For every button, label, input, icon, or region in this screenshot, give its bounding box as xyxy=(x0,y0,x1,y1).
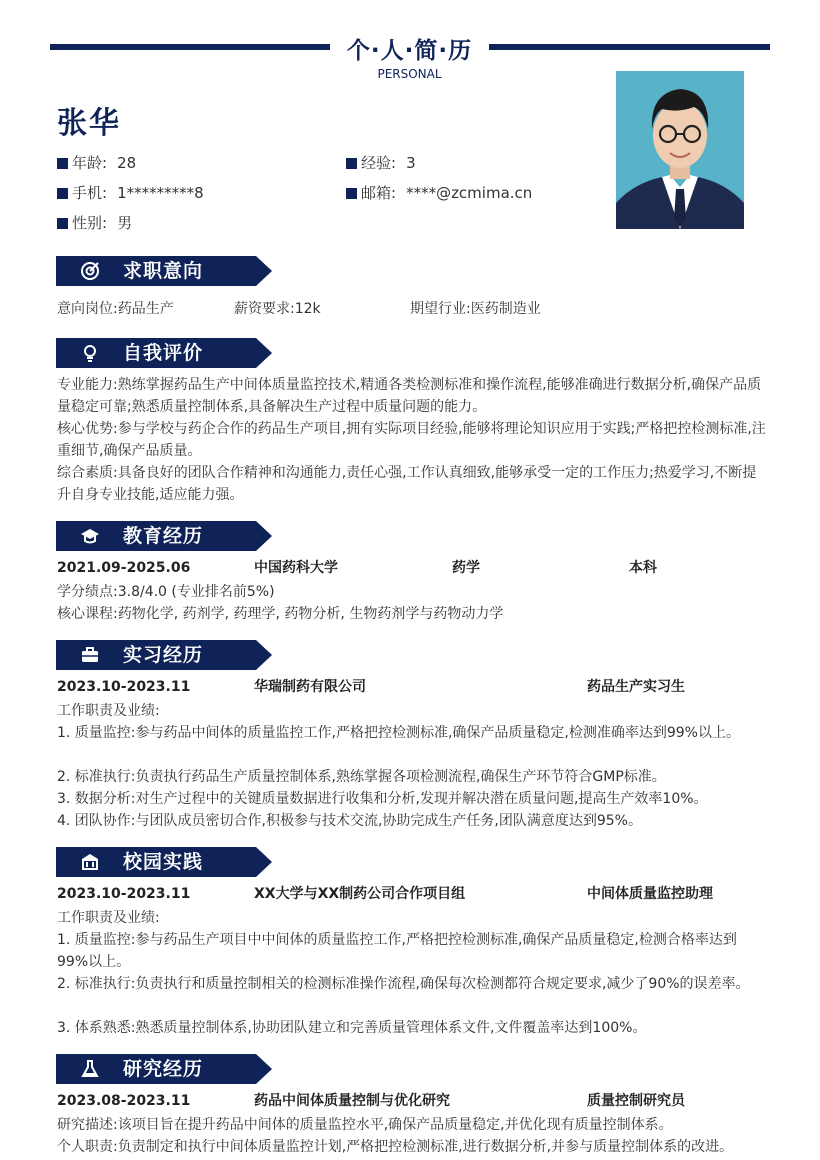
age-info xyxy=(57,153,136,173)
header-rule-left xyxy=(50,44,330,50)
research-period: 2023.08-2023.11 xyxy=(57,1093,191,1109)
section-header-self-eval xyxy=(56,338,272,368)
internship-item-3: 3. 数据分析:对生产过程中的关键质量数据进行收集和分析,发现并解决潜在质量问题,提高生产效率10%。 xyxy=(57,791,708,807)
section-title: 求职意向 xyxy=(123,260,204,282)
education-major: 药学 xyxy=(452,560,480,576)
resume-title: 个·人·简·历 xyxy=(346,38,473,64)
flask-icon xyxy=(80,1059,100,1079)
internship-header-row xyxy=(57,676,767,698)
lightbulb-icon xyxy=(80,343,100,363)
gender-label: 性别: xyxy=(72,214,108,232)
target-icon xyxy=(80,261,100,281)
internship-period: 2023.10-2023.11 xyxy=(57,679,191,695)
internship-duty-label: 工作职责及业绩: xyxy=(57,703,160,719)
intention-position: 意向岗位:药品生产 xyxy=(57,301,174,317)
briefcase-icon xyxy=(80,645,100,665)
experience-value: 3 xyxy=(406,154,416,172)
email-info xyxy=(346,183,532,203)
education-gpa: 学分绩点:3.8/4.0 (专业排名前5%) xyxy=(57,584,275,600)
section-title: 教育经历 xyxy=(123,525,204,547)
internship-company: 华瑞制药有限公司 xyxy=(254,679,366,695)
research-header-row xyxy=(57,1090,767,1112)
section-title: 实习经历 xyxy=(123,644,204,666)
campus-header-row xyxy=(57,883,767,905)
self-eval-paragraph-2: 核心优势:参与学校与药企合作的药品生产项目,拥有实际项目经验,能够将理论知识应用于实践;严格把控检测标准,注重细节,确保产品质量。 xyxy=(57,421,766,459)
research-project: 药品中间体质量控制与优化研究 xyxy=(254,1093,450,1109)
section-title: 研究经历 xyxy=(123,1058,204,1080)
intention-industry: 期望行业:医药制造业 xyxy=(410,301,541,317)
education-period: 2021.09-2025.06 xyxy=(57,560,191,576)
campus-item-1: 1. 质量监控:参与药品生产项目中中间体的质量监控工作,严格把控检测标准,确保产品质量稳定,检测合格率达到99%以上。 xyxy=(57,932,737,970)
campus-item-3: 3. 体系熟悉:熟悉质量控制体系,协助团队建立和完善质量管理体系文件,文件覆盖率达到100%。 xyxy=(57,1020,647,1036)
age-value: 28 xyxy=(117,154,137,172)
internship-role: 药品生产实习生 xyxy=(587,679,685,695)
research-role: 质量控制研究员 xyxy=(587,1093,685,1109)
section-header-intention xyxy=(56,256,272,286)
bullet-square-icon xyxy=(346,188,357,199)
section-title: 自我评价 xyxy=(123,342,204,364)
campus-duty-label: 工作职责及业绩: xyxy=(57,910,160,926)
gender-info xyxy=(57,213,132,233)
internship-item-1: 1. 质量监控:参与药品中间体的质量监控工作,严格把控检测标准,确保产品质量稳定,检测准确率达到99%以上。 xyxy=(57,725,740,741)
section-header-research xyxy=(56,1054,272,1084)
phone-info xyxy=(57,183,204,203)
graduation-cap-icon xyxy=(80,526,100,546)
education-school: 中国药科大学 xyxy=(254,560,338,576)
campus-period: 2023.10-2023.11 xyxy=(57,886,191,902)
research-description: 研究描述:该项目旨在提升药品中间体的质量监控水平,确保产品质量稳定,并优化现有质量控制体系。 xyxy=(57,1117,673,1133)
experience-label: 经验: xyxy=(361,154,397,172)
header-rule-right xyxy=(489,44,770,50)
section-header-internship xyxy=(56,640,272,670)
bullet-square-icon xyxy=(346,158,357,169)
age-label: 年龄: xyxy=(72,154,108,172)
education-header-row xyxy=(57,557,767,579)
profile-photo xyxy=(616,71,744,229)
bullet-square-icon xyxy=(57,188,68,199)
education-courses: 核心课程:药物化学, 药剂学, 药理学, 药物分析, 生物药剂学与药物动力学 xyxy=(57,606,504,622)
intention-salary: 薪资要求:12k xyxy=(234,301,321,317)
person-name: 张华 xyxy=(57,106,121,141)
internship-item-4: 4. 团队协作:与团队成员密切合作,积极参与技术交流,协助完成生产任务,团队满意度达到95%。 xyxy=(57,813,642,829)
section-header-education xyxy=(56,521,272,551)
education-degree: 本科 xyxy=(629,560,657,576)
bullet-square-icon xyxy=(57,218,68,229)
self-eval-paragraph-3: 综合素质:具备良好的团队合作精神和沟通能力,责任心强,工作认真细致,能够承受一定的工作压力;热爱学习,不断提升自身专业技能,适应能力强。 xyxy=(57,465,757,503)
bullet-square-icon xyxy=(57,158,68,169)
gender-value: 男 xyxy=(117,214,133,232)
resume-subtitle: PERSONAL xyxy=(377,67,442,81)
building-icon xyxy=(80,852,100,872)
campus-item-2: 2. 标准执行:负责执行和质量控制相关的检测标准操作流程,确保每次检测都符合规定要求,减少了90%的误差率。 xyxy=(57,976,750,992)
section-title: 校园实践 xyxy=(123,851,204,873)
email-value: ****@zcmima.cn xyxy=(406,184,533,202)
email-label: 邮箱: xyxy=(361,184,397,202)
section-header-campus xyxy=(56,847,272,877)
campus-org: XX大学与XX制药公司合作项目组 xyxy=(254,886,466,902)
self-eval-paragraph-1: 专业能力:熟练掌握药品生产中间体质量监控技术,精通各类检测标准和操作流程,能够准确进行数据分析,确保产品质量稳定可靠;熟悉质量控制体系,具备解决生产过程中质量问题的能力。 xyxy=(57,377,762,415)
intention-row xyxy=(57,298,767,320)
phone-value: 1*********8 xyxy=(117,184,204,202)
experience-info xyxy=(346,153,416,173)
campus-role: 中间体质量监控助理 xyxy=(587,886,713,902)
research-duty: 个人职责:负责制定和执行中间体质量监控计划,严格把控检测标准,进行数据分析,并参与质量控制体系的改进。 xyxy=(57,1139,734,1155)
phone-label: 手机: xyxy=(72,184,108,202)
internship-item-2: 2. 标准执行:负责执行药品生产质量控制体系,熟练掌握各项检测流程,确保生产环节符合GMP标准。 xyxy=(57,769,666,785)
